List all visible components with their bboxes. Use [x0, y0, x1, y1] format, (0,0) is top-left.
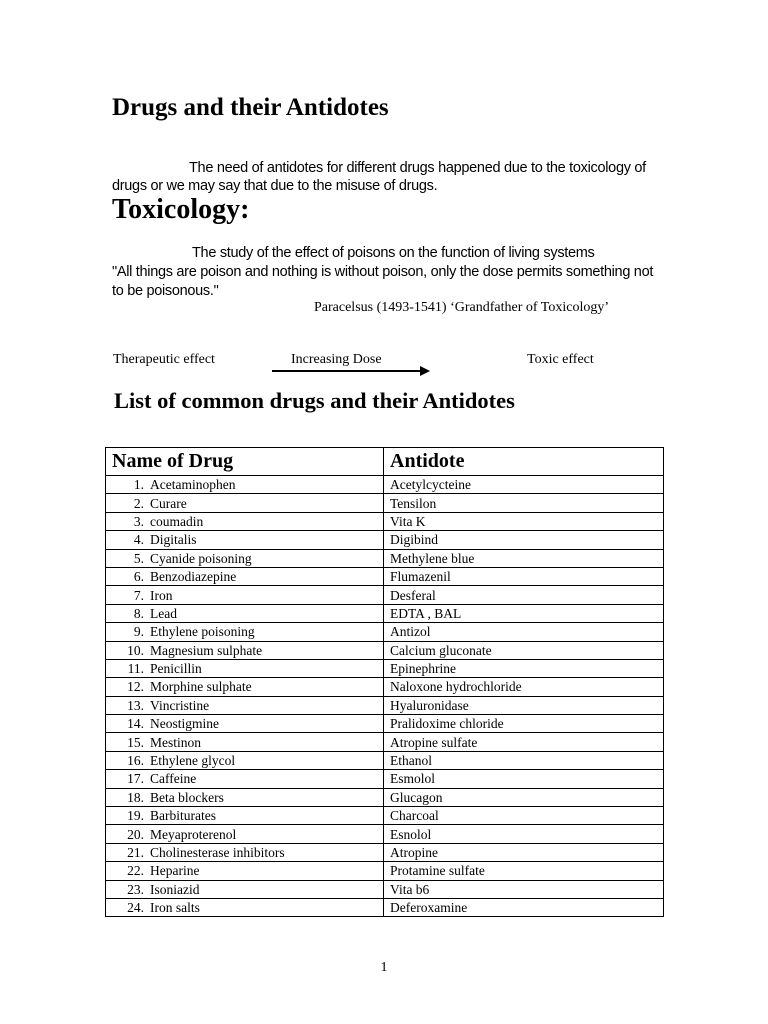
- row-number: 17.: [127, 771, 144, 787]
- intro-paragraph-line1: The need of antidotes for different drugs happened due to the toxicology of: [189, 160, 646, 176]
- antidote-cell: Flumazenil: [384, 567, 664, 585]
- drug-name-cell: [106, 696, 384, 714]
- drug-name: Magnesium sulphate: [150, 642, 263, 658]
- row-number: 14.: [127, 716, 144, 732]
- antidote-cell: Protamine sulfate: [384, 862, 664, 880]
- table-header-row: [106, 448, 664, 476]
- row-number: 7.: [133, 587, 144, 603]
- row-number: 23.: [127, 881, 144, 897]
- table-row: [106, 898, 664, 916]
- row-number: 8.: [133, 605, 144, 621]
- drug-name-cell: [106, 623, 384, 641]
- drug-name: Cyanide poisoning: [150, 550, 252, 566]
- table-row: [106, 733, 664, 751]
- column-header-drug: Name of Drug: [106, 448, 384, 476]
- drug-name-cell: [106, 807, 384, 825]
- drug-name-cell: [106, 494, 384, 512]
- row-number: 13.: [127, 697, 144, 713]
- quote-attribution: Paracelsus (1493-1541) ‘Grandfather of Toxicology’: [314, 300, 610, 315]
- table-row: [106, 788, 664, 806]
- drug-name: coumadin: [150, 513, 204, 529]
- antidote-cell: Desferal: [384, 586, 664, 604]
- antidote-cell: Epinephrine: [384, 659, 664, 677]
- dose-arrow-line: [272, 370, 422, 372]
- antidote-cell: Antizol: [384, 623, 664, 641]
- drug-name-cell: [106, 586, 384, 604]
- drug-name-cell: [106, 733, 384, 751]
- antidote-cell: Calcium gluconate: [384, 641, 664, 659]
- table-body: [106, 476, 664, 917]
- table-row: [106, 843, 664, 861]
- antidote-cell: Vita b6: [384, 880, 664, 898]
- table-row: [106, 641, 664, 659]
- table-row: [106, 825, 664, 843]
- antidote-cell: Tensilon: [384, 494, 664, 512]
- antidote-cell: Naloxone hydrochloride: [384, 678, 664, 696]
- table-row: [106, 623, 664, 641]
- drug-name-cell: [106, 862, 384, 880]
- dose-scale: [0, 352, 768, 382]
- row-number: 4.: [133, 532, 144, 548]
- drug-name: Morphine sulphate: [150, 679, 252, 695]
- paracelsus-quote-line1: "All things are poison and nothing is without poison, only the dose permits something not: [112, 264, 654, 280]
- row-number: 6.: [133, 569, 144, 585]
- row-number: 16.: [127, 753, 144, 769]
- antidote-cell: Charcoal: [384, 807, 664, 825]
- antidote-cell: Glucagon: [384, 788, 664, 806]
- drug-name-cell: [106, 751, 384, 769]
- drug-name-cell: [106, 531, 384, 549]
- antidote-cell: Esnolol: [384, 825, 664, 843]
- drug-name-cell: [106, 678, 384, 696]
- table-row: [106, 567, 664, 585]
- drug-name: Curare: [150, 495, 187, 511]
- antidote-cell: Atropine: [384, 843, 664, 861]
- row-number: 20.: [127, 826, 144, 842]
- drug-name-cell: [106, 512, 384, 530]
- table-row: [106, 531, 664, 549]
- row-number: 22.: [127, 863, 144, 879]
- row-number: 5.: [133, 550, 144, 566]
- antidote-cell: Vita K: [384, 512, 664, 530]
- row-number: 11.: [127, 661, 144, 677]
- drug-name-cell: [106, 843, 384, 861]
- drug-name: Isoniazid: [150, 881, 200, 897]
- table-row: [106, 715, 664, 733]
- row-number: 15.: [127, 734, 144, 750]
- drug-name: Iron: [150, 587, 173, 603]
- toxic-effect-label: Toxic effect: [527, 352, 594, 367]
- drug-name: Benzodiazepine: [150, 569, 237, 585]
- drug-name-cell: [106, 549, 384, 567]
- toxicology-definition: The study of the effect of poisons on the function of living systems: [192, 245, 595, 261]
- row-number: 1.: [133, 477, 144, 493]
- table-row: [106, 512, 664, 530]
- row-number: 24.: [127, 900, 144, 916]
- drug-name-cell: [106, 659, 384, 677]
- row-number: 18.: [127, 789, 144, 805]
- table-row: [106, 586, 664, 604]
- drug-name-cell: [106, 567, 384, 585]
- drug-name: Lead: [150, 605, 177, 621]
- table-row: [106, 770, 664, 788]
- therapeutic-effect-label: Therapeutic effect: [113, 352, 215, 367]
- drug-name: Meyaproterenol: [150, 826, 237, 842]
- drug-name-cell: [106, 880, 384, 898]
- table-row: [106, 696, 664, 714]
- antidote-cell: Hyaluronidase: [384, 696, 664, 714]
- drug-name-cell: [106, 770, 384, 788]
- table-row: [106, 604, 664, 622]
- row-number: 2.: [133, 495, 144, 511]
- table-row: [106, 476, 664, 494]
- row-number: 19.: [127, 808, 144, 824]
- increasing-dose-label: Increasing Dose: [291, 352, 382, 367]
- antidote-cell: EDTA , BAL: [384, 604, 664, 622]
- drug-name: Vincristine: [150, 697, 210, 713]
- table-row: [106, 659, 664, 677]
- antidote-cell: Deferoxamine: [384, 898, 664, 916]
- table-row: [106, 494, 664, 512]
- row-number: 3.: [133, 513, 144, 529]
- table-row: [106, 862, 664, 880]
- drug-name: Barbiturates: [150, 808, 216, 824]
- intro-paragraph-line2: drugs or we may say that due to the misuse of drugs.: [112, 178, 438, 194]
- drug-name: Neostigmine: [150, 716, 219, 732]
- antidote-cell: Acetylcycteine: [384, 476, 664, 494]
- drug-name-cell: [106, 604, 384, 622]
- drug-name: Penicillin: [150, 661, 202, 677]
- table-row: [106, 807, 664, 825]
- drug-name: Acetaminophen: [150, 477, 236, 493]
- antidote-cell: Esmolol: [384, 770, 664, 788]
- drug-name: Iron salts: [150, 900, 200, 916]
- page-number: 1: [380, 960, 388, 975]
- drug-name: Ethylene poisoning: [150, 624, 255, 640]
- row-number: 9.: [133, 624, 144, 640]
- table-row: [106, 678, 664, 696]
- drug-name-cell: [106, 715, 384, 733]
- row-number: 12.: [127, 679, 144, 695]
- drug-name: Cholinesterase inhibitors: [150, 845, 285, 860]
- antidote-cell: Methylene blue: [384, 549, 664, 567]
- arrow-right-icon: [420, 366, 430, 376]
- table-row: [106, 549, 664, 567]
- row-number: 21.: [127, 845, 144, 860]
- row-number: 10.: [127, 642, 144, 658]
- drug-name: Caffeine: [150, 771, 197, 787]
- list-heading: List of common drugs and their Antidotes: [114, 388, 515, 413]
- drug-name: Ethylene glycol: [150, 753, 236, 769]
- antidote-cell: Atropine sulfate: [384, 733, 664, 751]
- drug-name: Mestinon: [150, 734, 202, 750]
- paracelsus-quote-line2: to be poisonous.": [112, 283, 219, 299]
- drug-name: Digitalis: [150, 532, 197, 548]
- drug-name-cell: [106, 825, 384, 843]
- table-row: [106, 751, 664, 769]
- antidote-cell: Pralidoxime chloride: [384, 715, 664, 733]
- column-header-antidote: Antidote: [384, 448, 664, 476]
- drug-name: Heparine: [150, 863, 200, 879]
- document-title: Drugs and their Antidotes: [112, 94, 389, 121]
- drugs-antidotes-table: [105, 447, 664, 917]
- drug-name: Beta blockers: [150, 789, 224, 805]
- toxicology-heading: Toxicology:: [112, 194, 250, 225]
- antidote-cell: Ethanol: [384, 751, 664, 769]
- table-row: [106, 880, 664, 898]
- antidote-cell: Digibind: [384, 531, 664, 549]
- drug-name-cell: [106, 476, 384, 494]
- drug-name-cell: [106, 788, 384, 806]
- drug-name-cell: [106, 898, 384, 916]
- drug-name-cell: [106, 641, 384, 659]
